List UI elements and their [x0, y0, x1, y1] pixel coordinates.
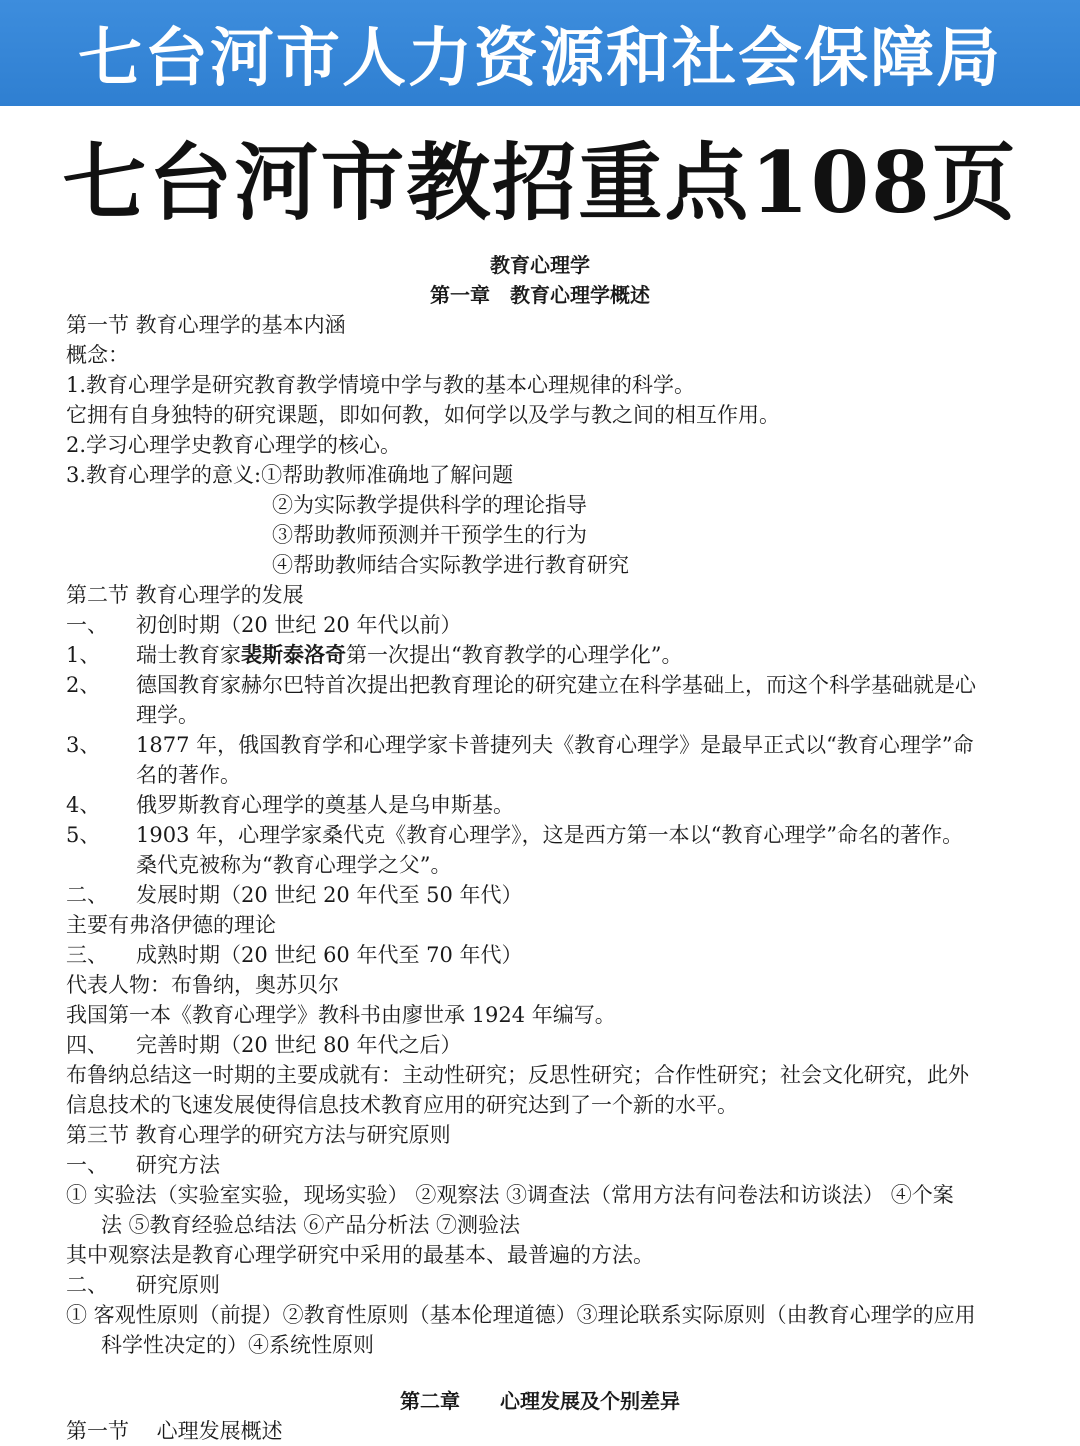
- text-line: ②为实际教学提供科学的理论指导: [272, 493, 587, 517]
- text-line: 3.教育心理学的意义:①帮助教师准确地了解问题: [66, 463, 514, 487]
- list-item: 1、 瑞士教育家裴斯泰洛奇第一次提出“教育教学的心理学化”。: [66, 642, 683, 667]
- section-heading: 第一节 教育心理学的基本内涵: [66, 313, 346, 337]
- text-line: 其中观察法是教育心理学研究中采用的最基本、最普遍的方法。: [66, 1243, 654, 1267]
- chapter-heading: 第一章 教育心理学概述: [430, 283, 650, 307]
- text-line: 我国第一本《教育心理学》教科书由廖世承 1924 年编写。: [66, 1003, 616, 1027]
- text-line: ① 客观性原则（前提）②教育性原则（基本伦理道德）③理论联系实际原则（由教育心理学的应用: [66, 1303, 976, 1327]
- header-banner: [0, 0, 1080, 106]
- list-item: 5、 1903 年，心理学家桑代克《教育心理学》，这是西方第一本以“教育心理学”命名的著作。: [66, 823, 964, 847]
- text-line: 1.教育心理学是研究教育教学情境中学与教的基本心理规律的科学。: [66, 373, 696, 397]
- text-line: 科学性决定的）④系统性原则: [101, 1333, 374, 1357]
- text-line: 桑代克被称为“教育心理学之父”。: [136, 853, 452, 877]
- text-line: 法 ⑤教育经验总结法 ⑥产品分析法 ⑦测验法: [101, 1213, 521, 1237]
- chapter-heading: 第二章 心理发展及个别差异: [400, 1389, 680, 1413]
- list-item: 二、 发展时期（20 世纪 20 年代至 50 年代）: [66, 883, 523, 907]
- section-heading: 第二节 教育心理学的发展: [66, 583, 304, 607]
- text-line: ③帮助教师预测并干预学生的行为: [272, 523, 587, 547]
- text-line: ④帮助教师结合实际教学进行教育研究: [272, 553, 629, 577]
- text-line: 布鲁纳总结这一时期的主要成就有：主动性研究；反思性研究；合作性研究；社会文化研究，此外: [66, 1063, 969, 1087]
- text-line: 概念：: [66, 343, 129, 367]
- text-line: 理学。: [136, 703, 199, 727]
- list-item: 二、 研究原则: [66, 1273, 220, 1297]
- text-line: 它拥有自身独特的研究课题，即如何教，如何学以及学与教之间的相互作用。: [66, 403, 780, 427]
- text-line: 2.学习心理学史教育心理学的核心。: [66, 433, 402, 457]
- list-item: 4、 俄罗斯教育心理学的奠基人是乌申斯基。: [66, 793, 514, 817]
- list-item: 四、 完善时期（20 世纪 80 年代之后）: [66, 1033, 462, 1057]
- text-line: 信息技术的飞速发展使得信息技术教育应用的研究达到了一个新的水平。: [66, 1093, 738, 1117]
- list-item: 三、 成熟时期（20 世纪 60 年代至 70 年代）: [66, 943, 523, 967]
- list-item: 2、 德国教育家赫尔巴特首次提出把教育理论的研究建立在科学基础上，而这个科学基础就是心: [66, 673, 976, 697]
- text-line: 代表人物：布鲁纳，奥苏贝尔: [66, 973, 339, 997]
- list-item: 一、 初创时期（20 世纪 20 年代以前）: [66, 613, 462, 637]
- text-line: 名的著作。: [136, 763, 241, 787]
- text-line: ① 实验法（实验室实验，现场实验） ②观察法 ③调查法（常用方法有问卷法和访谈法） ④个案: [66, 1183, 954, 1207]
- list-item: 一、 研究方法: [66, 1153, 220, 1177]
- page-title: 七台河市教招重点108页: [62, 133, 1018, 232]
- banner-title: 七台河市人力资源和社会保障局: [78, 22, 1002, 96]
- list-item: 3、 1877 年，俄国教育学和心理学家卡普捷列夫《教育心理学》是最早正式以“教育心理学”命: [66, 733, 974, 757]
- text-line: 主要有弗洛伊德的理论: [66, 913, 276, 937]
- subject-heading: 教育心理学: [490, 253, 590, 277]
- section-heading: 第三节 教育心理学的研究方法与研究原则: [66, 1123, 451, 1147]
- section-heading: 第一节 心理发展概述: [66, 1419, 283, 1443]
